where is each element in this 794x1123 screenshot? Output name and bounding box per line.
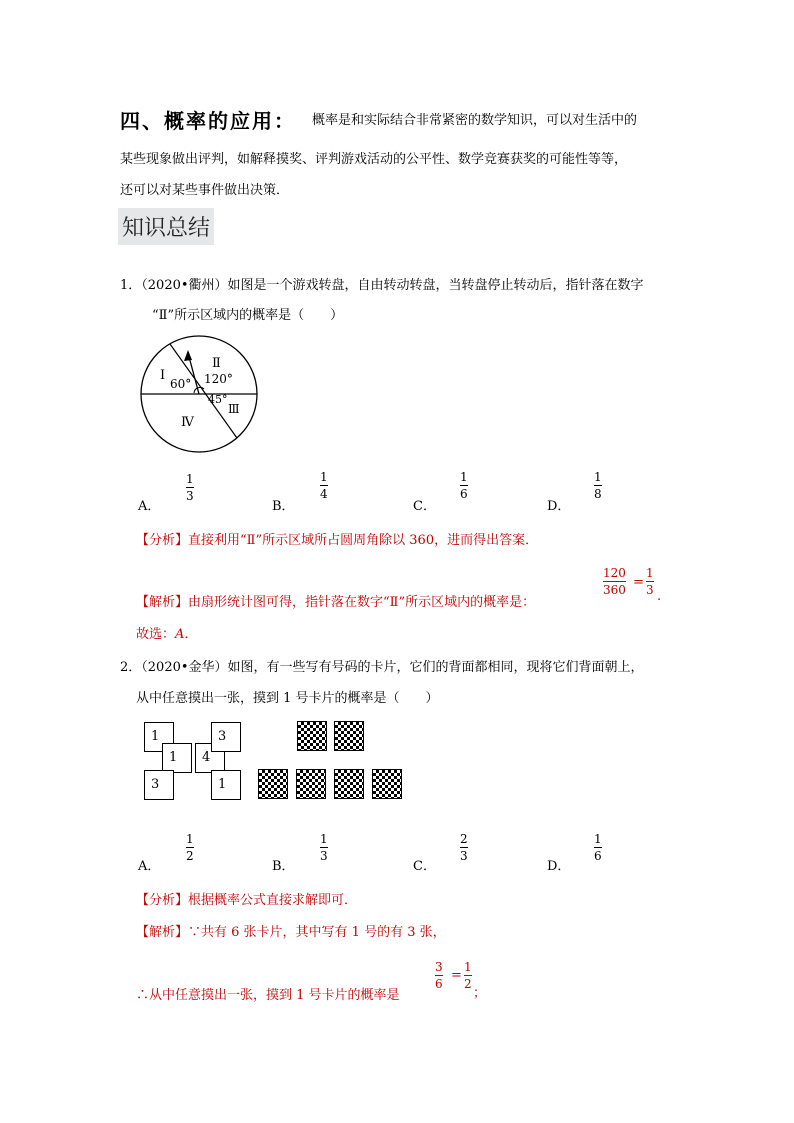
fraction-bar (603, 581, 626, 582)
card-face-up: 3 (211, 722, 241, 752)
intro-line-1: 概率是和实际结合非常紧密的数学知识，可以对生活中的 (312, 113, 638, 128)
numerator: 1 (464, 960, 472, 974)
q1-option-b-fraction (320, 470, 328, 501)
angle-45-label: 45° (208, 393, 228, 406)
fraction-bar (594, 485, 602, 486)
angle-120-label: 120° (204, 372, 233, 386)
analysis-text: 根据概率公式直接求解即可． (188, 893, 358, 908)
q1-solution-end: . (657, 589, 662, 604)
q2-therefore: ∴从中任意摸出一张，摸到 1 号卡片的概率是 (136, 988, 400, 1003)
q2-option-d-label: D． (547, 859, 571, 874)
fraction-bar (320, 485, 328, 486)
q1-option-d-label: D． (547, 499, 571, 514)
analysis-tag: 【分析】 (136, 893, 189, 908)
angle-60-label: 60° (170, 377, 192, 391)
answer-choice: A． (175, 627, 198, 642)
q1-analysis (136, 529, 538, 548)
card-face-down (258, 769, 288, 799)
card-face-up: 1 (144, 722, 174, 752)
q2-option-c-fraction (460, 832, 468, 863)
region-III-label: Ⅲ (228, 402, 240, 416)
card-face-up: 1 (211, 770, 241, 800)
card-face-up: 4 (195, 743, 225, 773)
numerator: 1 (594, 832, 602, 846)
region-I-label: Ⅰ (160, 368, 166, 383)
fraction-bar (460, 847, 468, 848)
q1-option-a-fraction (186, 472, 194, 503)
denominator: 3 (646, 583, 654, 597)
numerator: 1 (646, 566, 654, 580)
card-face-down (334, 721, 364, 751)
q2-stem-line-1: 2．（2020•金华）如图，有一些写有号码的卡片，它们的背面都相同，现将它们背面朝上， (120, 660, 644, 675)
q2-solution-fraction-2 (464, 960, 472, 991)
q1-solution-equals: = (633, 575, 644, 590)
card-face-up: 1 (162, 743, 192, 773)
q1-solution (136, 591, 535, 610)
solution-tag: 【解析】 (136, 595, 189, 610)
pointer-arrow-icon (184, 350, 192, 361)
q2-option-a-fraction (186, 832, 194, 863)
denominator: 6 (594, 849, 602, 863)
q2-solution-fraction-1 (435, 960, 443, 991)
fraction-bar (435, 975, 443, 976)
q1-stem-line-2: “Ⅱ”所示区域内的概率是（ ） (152, 308, 344, 323)
numerator: 1 (320, 470, 328, 484)
solution-text: 由扇形统计图可得，指针落在数字“Ⅱ”所示区域内的概率是： (188, 595, 536, 610)
q2-option-a-label: A． (138, 859, 161, 874)
solution-tag: 【解析】 (136, 925, 189, 940)
q1-solution-fraction-1 (603, 566, 626, 597)
q1-option-b-label: B． (272, 499, 295, 514)
numerator: 1 (460, 470, 468, 484)
fraction-bar (186, 487, 194, 488)
answer-prefix: 故选： (136, 627, 176, 642)
region-II-label: Ⅱ (212, 356, 221, 371)
fraction-bar (320, 847, 328, 848)
numerator: 3 (435, 960, 443, 974)
intro-line-2: 某些现象做出评判，如解释摸奖、评判游戏活动的公平性、数学竞赛获奖的可能性等等， (120, 152, 628, 167)
q1-answer (136, 623, 197, 642)
denominator: 8 (594, 487, 602, 501)
q2-solution (136, 921, 446, 940)
denominator: 6 (435, 977, 443, 991)
q2-solution-equals: = (451, 968, 462, 983)
region-IV-label: Ⅳ (181, 415, 194, 430)
fraction-bar (460, 485, 468, 486)
q2-option-c-label: C． (413, 859, 436, 874)
denominator: 360 (603, 583, 626, 597)
denominator: 6 (460, 487, 468, 501)
numerator: 1 (186, 832, 194, 846)
q2-option-b-label: B． (272, 859, 295, 874)
fraction-bar (464, 975, 472, 976)
fraction-bar (646, 581, 654, 582)
denominator: 4 (320, 487, 328, 501)
q2-solution-end: ； (473, 986, 487, 1001)
denominator: 3 (320, 849, 328, 863)
card-face-down (372, 769, 402, 799)
q2-analysis (136, 889, 357, 908)
q1-stem-line-1: 1．（2020•衢州）如图是一个游戏转盘，自由转动转盘，当转盘停止转动后，指针落在数字 (120, 278, 644, 293)
fraction-bar (186, 847, 194, 848)
card-face-down (334, 769, 364, 799)
numerator: 120 (603, 566, 626, 580)
intro-line-3: 还可以对某些事件做出决策． (120, 183, 290, 198)
numerator: 1 (186, 472, 194, 486)
solution-text: ∵共有 6 张卡片，其中写有 1 号的有 3 张， (188, 925, 446, 940)
card-face-down (296, 769, 326, 799)
analysis-text: 直接利用“Ⅱ”所示区域所占圆周角除以 360，进而得出答案． (188, 533, 539, 548)
q1-option-c-fraction (460, 470, 468, 501)
q2-stem-line-2: 从中任意摸出一张，摸到 1 号卡片的概率是（ ） (136, 691, 439, 706)
numerator: 1 (320, 832, 328, 846)
fraction-bar (594, 847, 602, 848)
q1-option-d-fraction (594, 470, 602, 501)
numerator: 2 (460, 832, 468, 846)
card-face-up: 3 (144, 770, 174, 800)
section-title: 四、概率的应用： (120, 109, 296, 133)
q2-option-d-fraction (594, 832, 602, 863)
denominator: 3 (460, 849, 468, 863)
knowledge-summary-banner: 知识总结 (118, 208, 214, 245)
q1-option-a-label: A． (138, 499, 161, 514)
denominator: 3 (186, 489, 194, 503)
denominator: 2 (186, 849, 194, 863)
denominator: 2 (464, 977, 472, 991)
spinner-figure (138, 333, 260, 455)
numerator: 1 (594, 470, 602, 484)
card-face-down (297, 721, 327, 751)
q2-option-b-fraction (320, 832, 328, 863)
q1-solution-fraction-2 (646, 566, 654, 597)
q1-option-c-label: C． (413, 499, 436, 514)
analysis-tag: 【分析】 (136, 533, 189, 548)
